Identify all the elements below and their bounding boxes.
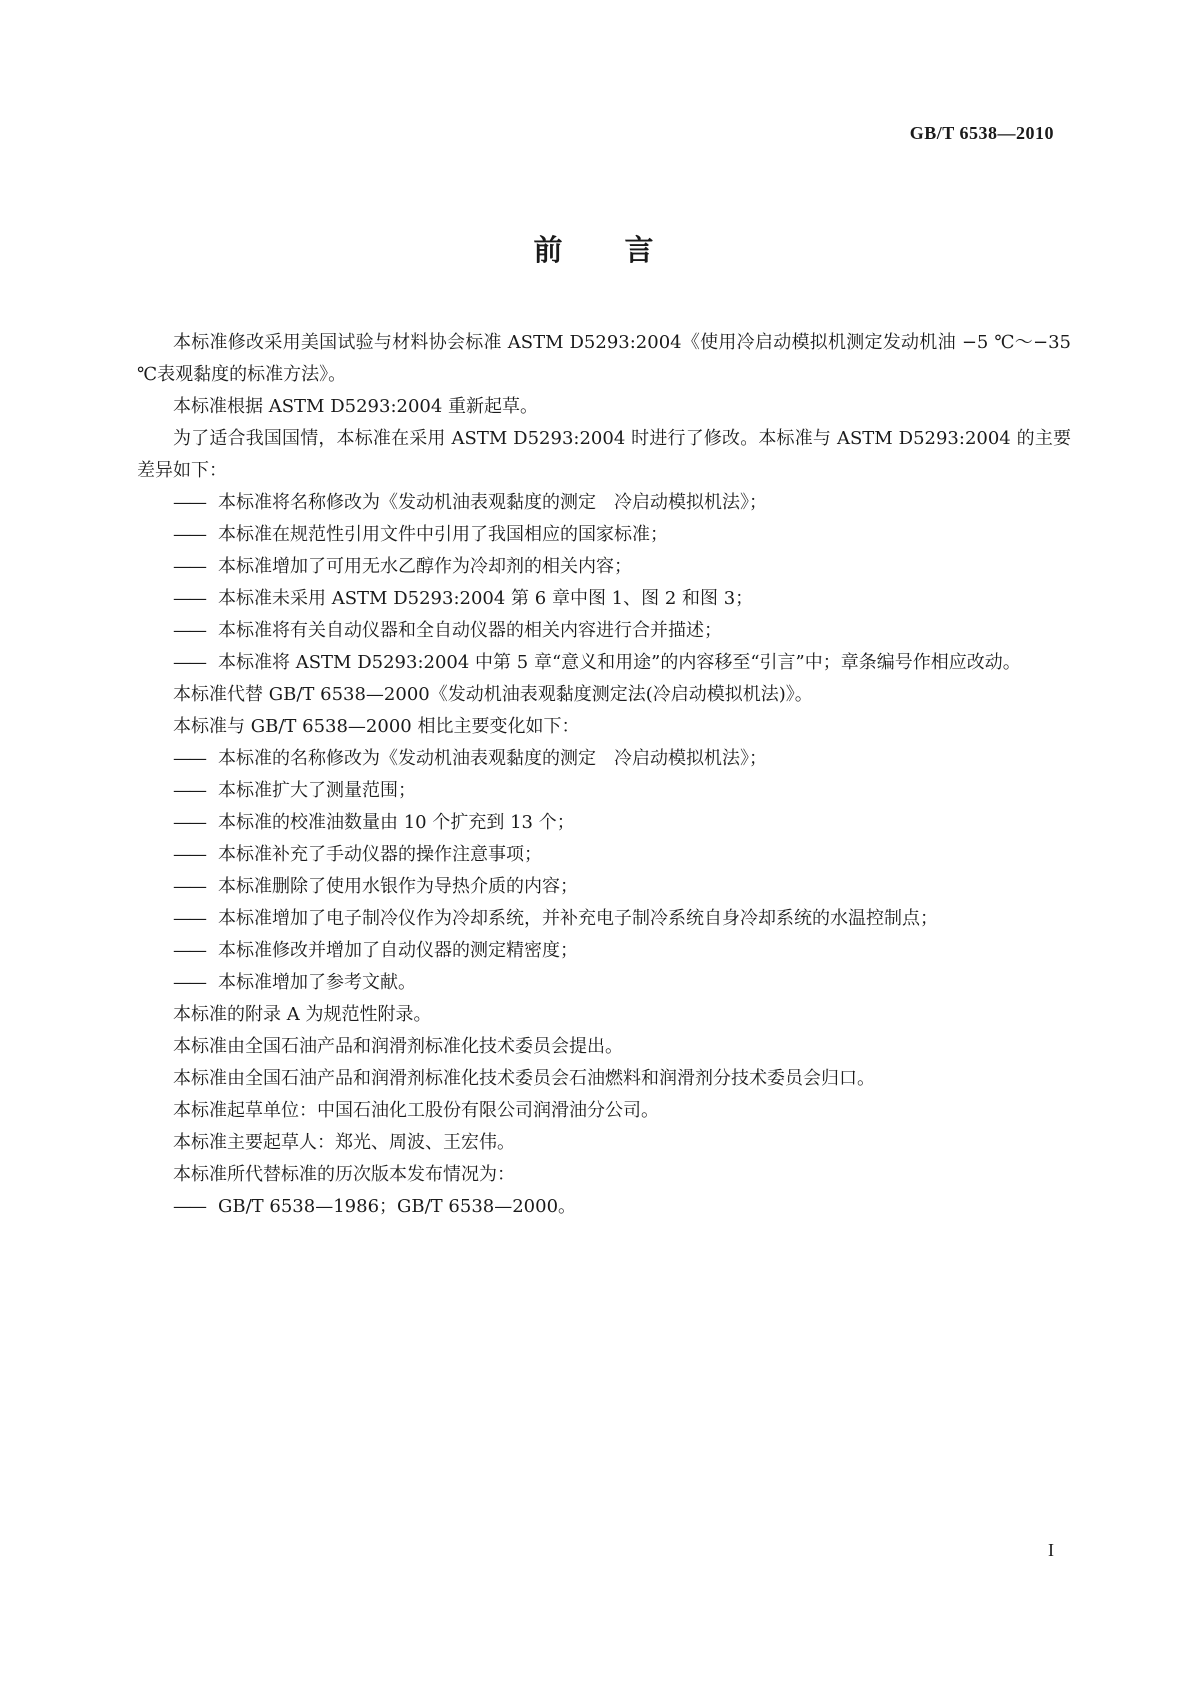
change-item: [137, 967, 1071, 999]
change-item: [137, 839, 1071, 871]
dash-marker: ——: [173, 940, 205, 961]
dash-marker: ——: [173, 876, 205, 897]
dash-marker: ——: [173, 556, 205, 577]
changes-intro-paragraph: 本标准与 GB/T 6538—2000 相比主要变化如下：: [173, 716, 580, 737]
drafters-paragraph: 本标准主要起草人：郑光、周波、王宏伟。: [173, 1132, 515, 1153]
difference-item: [137, 615, 1071, 647]
drafting-basis-paragraph: 本标准根据 ASTM D5293:2004 重新起草。: [173, 396, 539, 417]
proposer-paragraph: 本标准由全国石油产品和润滑剂标准化技术委员会提出。: [173, 1036, 623, 1057]
differences-intro-paragraph: 为了适合我国国情，本标准在采用 ASTM D5293:2004 时进行了修改。本标准与 ASTM D5293:2004 的主要差异如下：: [137, 428, 1071, 481]
dash-marker: ——: [173, 908, 205, 929]
change-item: [137, 807, 1071, 839]
change-item: [137, 743, 1071, 775]
dash-marker: ——: [173, 844, 205, 865]
change-text: 本标准的校准油数量由 10 个扩充到 13 个；: [218, 812, 575, 833]
page-title-char-2: 言: [624, 233, 658, 267]
change-item: [137, 775, 1071, 807]
change-item: [137, 935, 1071, 967]
history-item: [137, 1191, 1071, 1223]
difference-item: [137, 583, 1071, 615]
page-number: I: [1048, 1540, 1054, 1560]
foreword-body: [137, 327, 1071, 1223]
adoption-paragraph: 本标准修改采用美国试验与材料协会标准 ASTM D5293:2004《使用冷启动模拟机测定发动机油 −5 ℃～−35 ℃表观黏度的标准方法》。: [137, 332, 1071, 385]
annex-paragraph: 本标准的附录 A 为规范性附录。: [173, 1004, 432, 1025]
dash-marker: ——: [173, 588, 205, 609]
dash-marker: ——: [173, 524, 205, 545]
dash-marker: ——: [173, 780, 205, 801]
change-text: 本标准删除了使用水银作为导热介质的内容；: [218, 876, 578, 897]
dash-marker: ——: [173, 620, 205, 641]
dash-marker: ——: [173, 972, 205, 993]
change-text: 本标准扩大了测量范围；: [218, 780, 416, 801]
difference-text: 本标准将名称修改为《发动机油表观黏度的测定 冷启动模拟机法》；: [218, 492, 767, 513]
dash-marker: ——: [173, 1196, 205, 1217]
difference-text: 本标准未采用 ASTM D5293:2004 第 6 章中图 1、图 2 和图 3；: [218, 588, 754, 609]
change-text: 本标准补充了手动仪器的操作注意事项；: [218, 844, 542, 865]
change-item: [137, 903, 1071, 935]
change-text: 本标准增加了参考文献。: [218, 972, 416, 993]
dash-marker: ——: [173, 748, 205, 769]
dash-marker: ——: [173, 492, 205, 513]
difference-text: 本标准将 ASTM D5293:2004 中第 5 章“意义和用途”的内容移至“引言”中；章条编号作相应改动。: [218, 652, 1021, 673]
difference-item: [137, 519, 1071, 551]
change-text: 本标准的名称修改为《发动机油表观黏度的测定 冷启动模拟机法》；: [218, 748, 767, 769]
change-text: 本标准增加了电子制冷仪作为冷却系统，并补充电子制冷系统自身冷却系统的水温控制点；: [218, 908, 938, 929]
drafting-unit-paragraph: 本标准起草单位：中国石油化工股份有限公司润滑油分公司。: [173, 1100, 659, 1121]
dash-marker: ——: [173, 652, 205, 673]
difference-text: 本标准将有关自动仪器和全自动仪器的相关内容进行合并描述；: [218, 620, 722, 641]
change-item: [137, 871, 1071, 903]
history-text: GB/T 6538—1986；GB/T 6538—2000。: [218, 1196, 577, 1217]
page-title-char-1: 前: [533, 233, 567, 267]
change-text: 本标准修改并增加了自动仪器的测定精密度；: [218, 940, 578, 961]
history-intro-paragraph: 本标准所代替标准的历次版本发布情况为：: [173, 1164, 515, 1185]
difference-text: 本标准增加了可用无水乙醇作为冷却剂的相关内容；: [218, 556, 632, 577]
standard-code: GB/T 6538—2010: [909, 123, 1054, 143]
difference-text: 本标准在规范性引用文件中引用了我国相应的国家标准；: [218, 524, 668, 545]
difference-item: [137, 551, 1071, 583]
administration-paragraph: 本标准由全国石油产品和润滑剂标准化技术委员会石油燃料和润滑剂分技术委员会归口。: [173, 1068, 875, 1089]
page-title: [0, 228, 1191, 269]
dash-marker: ——: [173, 812, 205, 833]
difference-item: [137, 647, 1071, 679]
difference-item: [137, 487, 1071, 519]
replacement-paragraph: 本标准代替 GB/T 6538—2000《发动机油表观黏度测定法(冷启动模拟机法)》。: [173, 684, 813, 705]
